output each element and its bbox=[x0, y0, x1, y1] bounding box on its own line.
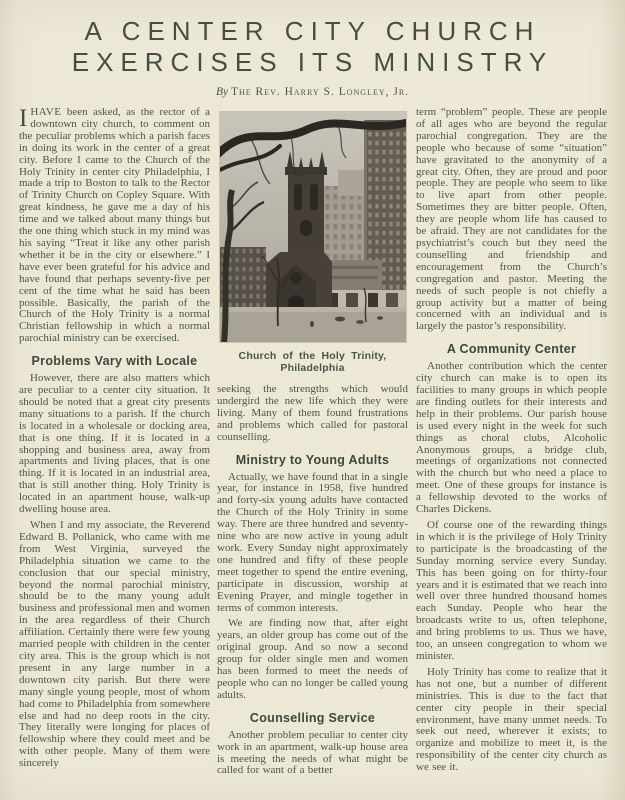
photo-caption: Church of the Holy Trinity, Philadelphia bbox=[238, 350, 387, 374]
paragraph: Another contribution which the center city church can make is to open its facilities to many groups in which people are finding outlets for their interests and help in their problems. Our parish house is used every night in the week for such things as choral clubs, Alcoholic Anonymous groups, a bridge club, meetings of organizations not connected with the church but who need a place to meet. One of these groups for instance is a fellowship devoted to the works of Charles Dickens. bbox=[416, 360, 607, 516]
byline-by: By bbox=[215, 86, 231, 98]
paragraph: When I and my associate, the Reverend Edward B. Pollanick, who came with me from West Virginia, surveyed the Philadelphia situation we came to the conclusion that our special ministry, beyond the normal parochial ministry, should be to the many young adult business and professional men and women in the area regardless of their Church affiliation. Certainly there were few young married people with children in the center city area. This is the group which is not present in any large number in a downtown city parish. But there were many single young people, most of whom had come to Philadelphia from somewhere else and had no deep roots in the city. They literally were longing for places of fellowship where they could meet and be with other people. Many of them were sincerely bbox=[19, 519, 210, 770]
paragraph: We are finding now that, after eight years, an older group has come out of the original group. And so now a second group for older single men and women has been formed to meet the needs of people who can no longer be called young adults. bbox=[217, 617, 408, 701]
subhead-problems-vary-with-locale: Problems Vary with Locale bbox=[31, 354, 198, 369]
title-line-1: A CENTER CITY CHURCH bbox=[84, 16, 541, 46]
column-middle bbox=[217, 107, 408, 777]
subhead-ministry-to-young-adults: Ministry to Young Adults bbox=[235, 452, 390, 467]
drop-cap: I bbox=[19, 105, 28, 132]
paragraph: Holy Trinity has come to realize that it has not one, but a number of different ministries. This is due to the fact that center city people in their special environment, have many unmet needs. To seek out need, wherever it exists; to organize and mobilize to meet it, is the responsibility of the center city church as we see it. bbox=[416, 665, 607, 774]
column-right bbox=[416, 107, 607, 774]
paragraph-intro bbox=[19, 107, 210, 345]
article-header bbox=[0, 16, 625, 98]
subhead-a-community-center: A Community Center bbox=[446, 342, 577, 357]
church-photo bbox=[219, 111, 407, 343]
church-photo-figure bbox=[217, 111, 408, 374]
paragraph: seeking the strengths which would undergird the new life which they were living. Many of them found frustrations and problems which called for pastoral counselling. bbox=[217, 383, 408, 443]
article-title bbox=[0, 16, 625, 78]
paragraph: term “problem” people. These are people of all ages who are beyond the regular parochial congregation. They are the people who because of some “situation” have gravitated to the anonymity of a great city. Often, they are proud and poor people. They are people who seem to like to live apart from other people. Sometimes they are bitter people. Often, they are people whom life has caused to be afraid. They are not candidates for the psychiatrist’s couch but they need the counselling and friendship and encouragement from the Church’s congregation and pastor. Meeting the needs of such people is not chiefly a group activity but a matter of being concerned with an individual and is largely the pastor’s responsibility. bbox=[416, 106, 607, 333]
paragraph: However, there are also matters which are peculiar to a center city situation. It should be noted that a great city presents many situations to a parish. If the church is located in a wholesale or docking area, that is one thing. If it is located in a shopping and business area, away from apartments and living places, that is one thing. If it is located in an industrial area, that is still another thing. Holy Trinity is located in an apartment house, walk-up dwelling house area. bbox=[19, 372, 210, 516]
byline bbox=[0, 86, 625, 98]
church-photo-illustration bbox=[220, 112, 406, 342]
byline-author: The Rev. Harry S. Longley, Jr. bbox=[230, 86, 410, 98]
paragraph: Another problem peculiar to center city work in an apartment, walk-up house area is meeting the needs of what might be called for want of a better bbox=[217, 728, 408, 777]
paragraph-text: been asked, as the rector of a downtown city church, to comment on the peculiar problems which a parish faces in doing its work in the center of a great city. Before I came to the Church of the Holy Trinity in center city Philadelphia, I made a trip to Boston to talk to the Rector of Trinity Church on Copley Square. With great kindness, he gave me a day of his time and we talked about many things but the one thing which stuck in my mind was his saying “Treat it like any other parish whether it be in the city or elsewhere.” I have ever been grateful for his advice and have found that perhaps seventy-five per cent of the time what he said has been possible. Basically, the parish of the Church of the Holy Trinity is a normal Christian fellowship in which a normal parochial ministry can be exercised. bbox=[19, 106, 210, 345]
paragraph: Of course one of the rewarding things in which it is the privilege of Holy Trinity to participate is the broadcasting of the Sunday morning service every Sunday. This has been going on for thirty-four years and it is estimated that we reach into well over three hundred thousand homes each Sunday. People who hear the broadcasts write to us, often telephone, and bring problems to us. Thus we have, too, an unseen congregation to whom we minister. bbox=[416, 519, 607, 662]
column-left bbox=[19, 107, 210, 770]
title-line-2: EXERCISES ITS MINISTRY bbox=[71, 47, 554, 77]
subhead-counselling-service: Counselling Service bbox=[249, 710, 376, 725]
paragraph: Actually, we have found that in a single year, for instance in 1958, five hundred and forty-six young adults have contacted the Church of the Holy Trinity in some way. There are three hundred and seventy-nine who are now active in young adult work. Every Sunday night approximately one hundred and fifty of these people meet together to spend the entire evening, participate in discussion, worship at Evening Prayer, and mingle together in terms of common interests. bbox=[217, 470, 408, 614]
lead-in: HAVE bbox=[30, 106, 62, 118]
